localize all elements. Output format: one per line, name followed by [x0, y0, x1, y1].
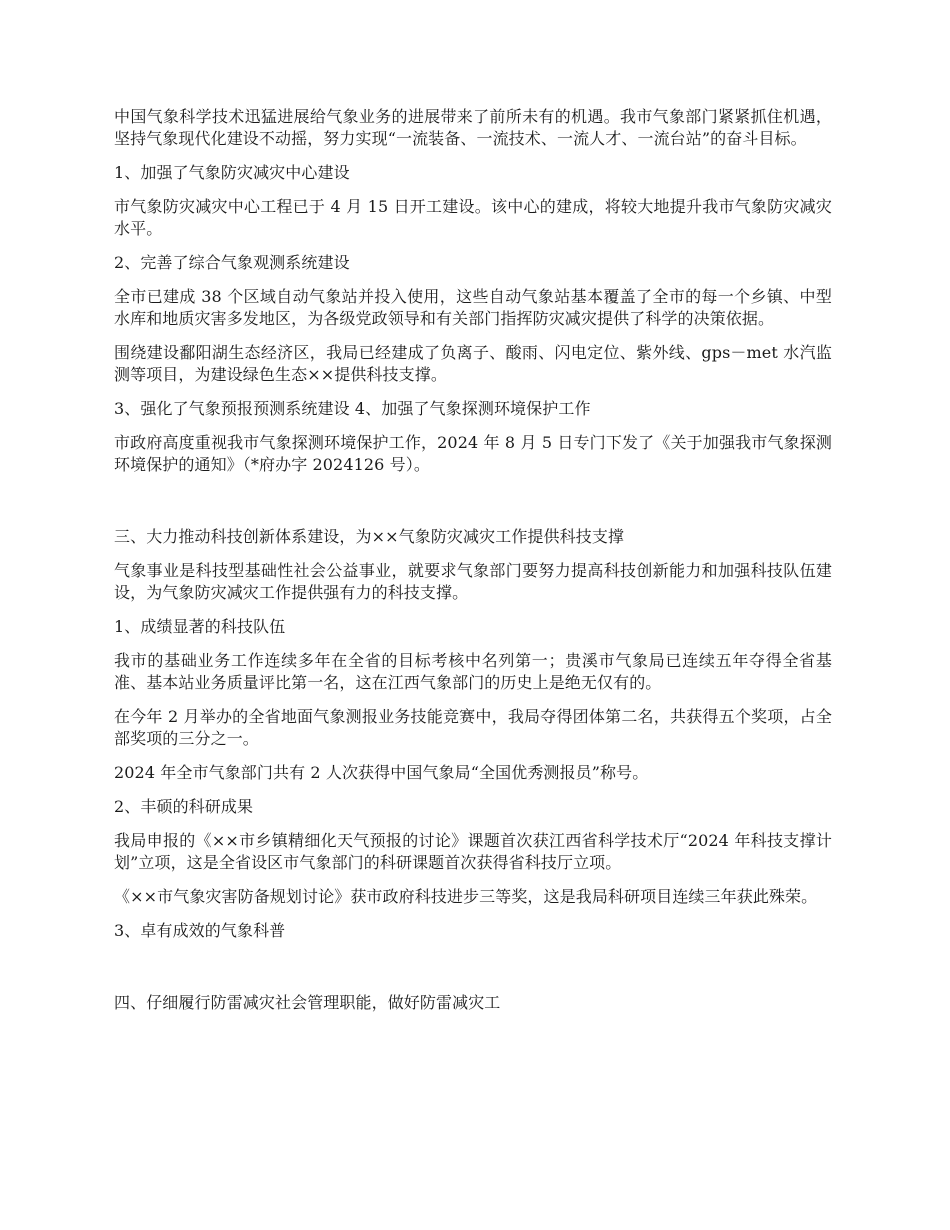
paragraph: 市政府高度重视我市气象探测环境保护工作，2024 年 8 月 5 日专门下发了《关于加强我市气象探测环境保护的通知》（*府办字 2024126 号）。 [114, 433, 832, 474]
paragraph: 我局申报的《××市乡镇精细化天气预报的讨论》课题首次获江西省科学技术厅“2024 年科技支撑计划”立项，这是全省设区市气象部门的科研课题首次获得省科技厅立项。 [114, 831, 832, 872]
paragraph: 2024 年全市气象部门共有 2 人次获得中国气象局“全国优秀测报员”称号。 [114, 763, 649, 782]
subheading-science-popularization: 3、卓有成效的气象科普 [114, 921, 286, 940]
paragraph: 围绕建设鄱阳湖生态经济区，我局已经建成了负离子、酸雨、闪电定位、紫外线、gps－met 水汽监测等项目，为建设绿色生态××提供科技支撑。 [114, 343, 832, 384]
paragraph: 《××市气象灾害防备规划讨论》获市政府科技进步三等奖，这是我局科研项目连续三年获此殊荣。 [114, 887, 818, 906]
paragraph: 我市的基础业务工作连续多年在全省的目标考核中名列第一；贵溪市气象局已连续五年夺得全省基准、基本站业务质量评比第一名，这在江西气象部门的历史上是绝无仅有的。 [114, 651, 832, 692]
subheading-research: 2、丰硕的科研成果 [114, 797, 254, 816]
chapter-heading-3: 三、大力推动科技创新体系建设，为××气象防灾减灾工作提供科技支撑 [114, 527, 625, 546]
intro-paragraph: 中国气象科学技术迅猛进展给气象业务的进展带来了前所未有的机遇。我市气象部门紧紧抓住机遇，坚持气象现代化建设不动摇，努力实现“一流装备、一流技术、一流人才、一流台站”的奋斗目标。 [114, 107, 832, 148]
subheading-tech-team: 1、成绩显著的科技队伍 [114, 617, 286, 636]
document-body [114, 106, 832, 1014]
chapter-heading-4: 四、仔细履行防雷减灾社会管理职能，做好防雷减灾工 [114, 993, 501, 1012]
paragraph: 在今年 2 月举办的全省地面气象测报业务技能竞赛中，我局夺得团体第二名，共获得五个奖项，占全部奖项的三分之一。 [114, 707, 832, 748]
section-heading-1: 1、加强了气象防灾减灾中心建设 [114, 163, 350, 182]
paragraph: 气象事业是科技型基础性社会公益事业，就要求气象部门要努力提高科技创新能力和加强科技队伍建设，为气象防灾减灾工作提供强有力的科技支撑。 [114, 561, 832, 602]
paragraph: 全市已建成 38 个区域自动气象站并投入使用，这些自动气象站基本覆盖了全市的每一个乡镇、中型水库和地质灾害多发地区，为各级党政领导和有关部门指挥防灾减灾提供了科学的决策依据。 [114, 287, 832, 328]
section-heading-2: 2、完善了综合气象观测系统建设 [114, 253, 350, 272]
paragraph: 市气象防灾减灾中心工程已于 4 月 15 日开工建设。该中心的建成，将较大地提升我市气象防灾减灾水平。 [114, 197, 832, 238]
section-heading-3-4: 3、强化了气象预报预测系统建设 4、加强了气象探测环境保护工作 [114, 399, 591, 418]
